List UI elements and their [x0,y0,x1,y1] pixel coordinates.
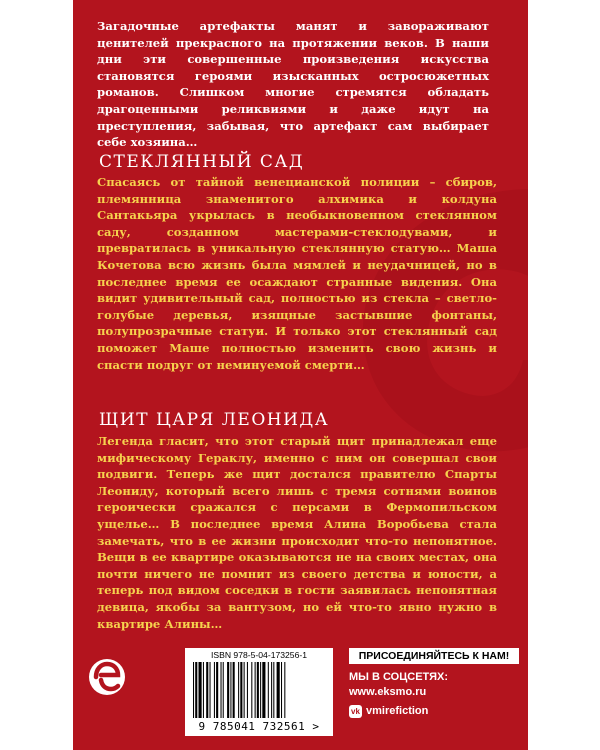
barcode-icon [193,662,327,718]
bottom-info-block [73,642,528,750]
section-text-leonidas-shield: Легенда гласит, что этот старый щит принадлежал еще мифическому Гераклу, именно с ним он совершал свои подвиги. Теперь же щит достался правителю Спарты Леониду, который всего лишь с тремя сотнями воинов героически сражался с персами в Фермопильском ущелье… В последнее время Алина Воробьева стала замечать, что в ее жизни происходит что-то непонятное. Вещи в ее квартире оказываются не на своих местах, она почти ничего не помнит из своего детства и юности, а теперь под видом соседки в гости заявилась непонятная девица, якобы за вантузом, но ей что-то явно нужно в квартире Алины… [97,434,497,631]
section-title-leonidas-shield: ЩИТ ЦАРЯ ЛЕОНИДА [99,410,330,430]
intro-paragraph: Загадочные артефакты манят и завораживают ценителей прекрасного на протяжении веков. В наши дни эти совершенные произведения искусства становятся героями изысканных остросюжетных романов. Слишком многие стремятся обладать драгоценными реликвиями и даже идут на преступления, забывая, что артефакт сам выбирает себе хозяина… [97,19,489,150]
website-link[interactable]: www.eksmo.ru [349,686,427,698]
vk-icon: vk [349,705,362,718]
back-cover [73,0,528,750]
social-label: МЫ В СОЦСЕТЯХ: [349,671,449,683]
isbn-label: ISBN 978-5-04-173256-1 [210,650,308,660]
section-text-glass-garden: Спасаясь от тайной венецианской полиции – сбиров, племянница знаменитого алхимика и колдуна Сантакьяра укрылась в необыкновенном стеклянном саду, созданном мастерами-стеклодувами, и превратилась в уникальную стеклянную статую… Маша Кочетова всю жизнь была мямлей и неудачницей, но в последнее время ее осаждают странные видения. Она видит удивительный сад, полностью из стекла – светло-голубые деревья, изящные застывшие фонтаны, полупрозрачные статуи. И только этот стеклянный сад поможет Маше полностью изменить свою жизнь и спасти подруг от неминуемой смерти… [97,175,497,372]
ean-number: 9 785041 732561 > [198,720,320,733]
eksmo-logo-icon [87,650,127,704]
social-block [349,670,448,700]
join-us-banner: ПРИСОЕДИНЯЙТЕСЬ К НАМ! [349,648,519,664]
section-title-glass-garden: СТЕКЛЯННЫЙ САД [99,152,305,172]
vk-row[interactable] [349,704,428,719]
barcode-block [185,648,333,736]
vk-handle[interactable]: vmirefiction [366,705,429,717]
